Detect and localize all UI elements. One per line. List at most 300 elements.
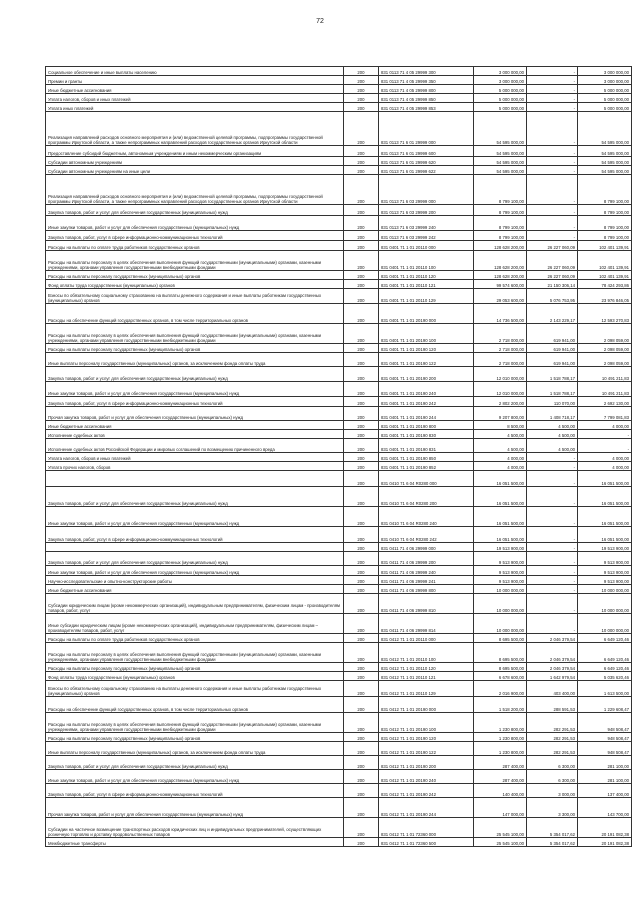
row-name-cell: Субсидии автономным учреждениям на иные цели [46, 166, 344, 175]
approved-amount-cell: 8 695 500,00 [474, 643, 527, 663]
executed-amount-cell: 6 300,00 [527, 770, 578, 784]
line-code-cell: 200 [344, 76, 379, 85]
executed-amount-cell: 1 408 718,17 [527, 407, 578, 421]
executed-amount-cell: - [527, 76, 578, 85]
approved-amount-cell: 8 695 500,00 [474, 663, 527, 672]
approved-amount-cell: 10 000 000,00 [474, 594, 527, 614]
approved-amount-cell: 54 595 000,00 [474, 112, 527, 146]
executed-amount-cell: 282 291,53 [527, 733, 578, 742]
row-name-cell: Расходы на выплаты персоналу в целях обеспечения выполнения функций государственными (муниципальными) органами, казенными учреждениями, органами управления государственными внебюджетными фондами [46, 251, 344, 271]
table-row [46, 421, 632, 430]
executed-amount-cell: - [527, 471, 578, 487]
row-name-cell [46, 471, 344, 487]
approved-amount-cell: 2 016 900,00 [474, 681, 527, 697]
approved-amount-cell: 19 513 900,00 [474, 543, 527, 552]
table-row [46, 367, 632, 382]
unexecuted-amount-cell: 2 098 059,00 [578, 344, 632, 353]
approved-amount-cell: 99 574 600,00 [474, 280, 527, 289]
budget-code-cell: 831 0401 71 1 01 20110 000 [379, 241, 474, 251]
line-code-cell: 200 [344, 543, 379, 552]
row-name-cell: Расходы на выплаты персоналу в целях обеспечения выполнения функций государственными (муниципальными) органами, казенными учреждениями, органами управления государственными внебюджетными фондами [46, 643, 344, 663]
executed-amount-cell: - [527, 157, 578, 166]
line-code-cell: 200 [344, 784, 379, 798]
table-row [46, 430, 632, 439]
table-row [46, 614, 632, 634]
executed-amount-cell: - [527, 566, 578, 576]
approved-amount-cell: 10 000 000,00 [474, 614, 527, 634]
executed-amount-cell: - [527, 146, 578, 157]
budget-code-cell: 831 0401 71 1 01 20190 240 [379, 382, 474, 397]
row-name-cell: Расходы на выплаты персоналу в целях обеспечения выполнения функций государственными (муниципальными) органами, казенными учреждениями, органами управления государственными внебюджетными фондами [46, 324, 344, 344]
budget-code-cell: 831 0401 71 1 01 20190 800 [379, 421, 474, 430]
budget-code-cell: 831 0113 71 6 01 29999 622 [379, 166, 474, 175]
executed-amount-cell: - [527, 527, 578, 543]
row-name-cell [46, 543, 344, 552]
unexecuted-amount-cell: 281 100,00 [578, 756, 632, 770]
table-row [46, 713, 632, 733]
line-code-cell: 200 [344, 681, 379, 697]
executed-amount-cell: 282 291,53 [527, 742, 578, 756]
line-code-cell: 200 [344, 663, 379, 672]
budget-code-cell: 831 0412 71 1 01 20190 000 [379, 697, 474, 713]
budget-code-cell: 831 0401 71 1 01 20190 100 [379, 324, 474, 344]
line-code-cell: 200 [344, 353, 379, 367]
approved-amount-cell: 8 799 100,00 [474, 216, 527, 231]
table-row [46, 462, 632, 471]
line-code-cell: 200 [344, 146, 379, 157]
line-code-cell: 200 [344, 585, 379, 594]
table-row [46, 216, 632, 231]
executed-amount-cell: 2 046 379,54 [527, 643, 578, 663]
unexecuted-amount-cell: 6 649 120,46 [578, 634, 632, 643]
line-code-cell: 200 [344, 552, 379, 566]
unexecuted-amount-cell: 20 191 082,38 [578, 838, 632, 847]
table-row [46, 103, 632, 112]
approved-amount-cell: 5 000 000,00 [474, 103, 527, 112]
approved-amount-cell: 8 695 500,00 [474, 634, 527, 643]
budget-code-cell: 831 0412 71 1 01 20190 122 [379, 742, 474, 756]
table-row [46, 280, 632, 289]
row-name-cell: Иные закупки товаров, работ и услуг для обеспечения государственных (муниципальных) нужд [46, 770, 344, 784]
budget-code-cell: 831 0410 71 6 04 R0280 242 [379, 527, 474, 543]
executed-amount-cell: 4 500,00 [527, 430, 578, 439]
approved-amount-cell: 16 051 500,00 [474, 471, 527, 487]
executed-amount-cell: 26 227 060,09 [527, 251, 578, 271]
approved-amount-cell: 8 799 100,00 [474, 231, 527, 241]
approved-amount-cell: 12 010 000,00 [474, 382, 527, 397]
line-code-cell: 200 [344, 487, 379, 507]
executed-amount-cell: - [527, 552, 578, 566]
row-name-cell: Иные бюджетные ассигнования [46, 85, 344, 94]
table-row [46, 241, 632, 251]
budget-code-cell: 831 0401 71 1 01 20110 100 [379, 251, 474, 271]
executed-amount-cell: - [527, 614, 578, 634]
approved-amount-cell: 16 051 500,00 [474, 527, 527, 543]
executed-amount-cell: 26 227 060,09 [527, 271, 578, 280]
table-row [46, 175, 632, 205]
table-row [46, 552, 632, 566]
row-name-cell: Субсидии автономным учреждениям [46, 157, 344, 166]
row-name-cell: Иные закупки товаров, работ и услуг для обеспечения государственных (муниципальных) нужд [46, 507, 344, 527]
approved-amount-cell: 16 051 500,00 [474, 487, 527, 507]
line-code-cell: 200 [344, 798, 379, 818]
row-name-cell: Закупка товаров, работ и услуг для обеспечения государственных (муниципальных) нужд [46, 552, 344, 566]
executed-amount-cell: 6 300,00 [527, 756, 578, 770]
row-name-cell: Уплата налогов, сборов и иных платежей [46, 94, 344, 103]
approved-amount-cell: 1 518 200,00 [474, 697, 527, 713]
budget-code-cell: 831 0113 71 6 03 29999 200 [379, 205, 474, 216]
line-code-cell: 200 [344, 304, 379, 324]
table-row [46, 407, 632, 421]
row-name-cell: Расходы на обеспечение функций государственных органов, в том числе территориальных органов [46, 697, 344, 713]
budget-code-cell: 831 0113 71 4 05 29999 350 [379, 76, 474, 85]
unexecuted-amount-cell: - [578, 439, 632, 453]
approved-amount-cell: 1 230 800,00 [474, 713, 527, 733]
table-row [46, 566, 632, 576]
table-row [46, 146, 632, 157]
row-name-cell: Фонд оплаты труда государственных (муниципальных) органов [46, 280, 344, 289]
row-name-cell: Межбюджетные трансферты [46, 838, 344, 847]
table-row [46, 439, 632, 453]
executed-amount-cell: - [527, 166, 578, 175]
budget-code-cell: 831 0412 71 1 01 20110 121 [379, 672, 474, 681]
table-row [46, 76, 632, 85]
line-code-cell: 200 [344, 713, 379, 733]
table-row [46, 304, 632, 324]
approved-amount-cell: 3 000 000,00 [474, 76, 527, 85]
approved-amount-cell: 287 400,00 [474, 770, 527, 784]
row-name-cell: Иные выплаты персоналу государственных (муниципальных) органов, за исключением фонда оплаты труда [46, 353, 344, 367]
unexecuted-amount-cell: 10 491 211,83 [578, 367, 632, 382]
row-name-cell: Научно-исследовательские и опытно-конструкторские работы [46, 576, 344, 585]
unexecuted-amount-cell: 948 508,47 [578, 742, 632, 756]
row-name-cell: Прочая закупка товаров, работ и услуг для обеспечения государственных (муниципальных) нужд [46, 798, 344, 818]
table-row [46, 271, 632, 280]
approved-amount-cell: 287 400,00 [474, 756, 527, 770]
line-code-cell: 200 [344, 471, 379, 487]
budget-code-cell: 831 0113 71 6 03 29999 240 [379, 216, 474, 231]
budget-code-cell: 831 0113 71 4 05 29999 300 [379, 67, 474, 76]
executed-amount-cell: - [527, 103, 578, 112]
budget-code-cell: 831 0411 71 4 06 29999 241 [379, 576, 474, 585]
unexecuted-amount-cell: 78 424 293,86 [578, 280, 632, 289]
executed-amount-cell: 4 500,00 [527, 439, 578, 453]
approved-amount-cell: 9 513 900,00 [474, 566, 527, 576]
row-name-cell: Закупка товаров, работ, услуг в сфере информационно-коммуникационных технологий [46, 527, 344, 543]
table-row [46, 733, 632, 742]
line-code-cell: 200 [344, 231, 379, 241]
unexecuted-amount-cell: 16 051 500,00 [578, 487, 632, 507]
budget-code-cell: 831 0411 71 4 06 29999 814 [379, 614, 474, 634]
budget-code-cell: 831 0401 71 1 01 20190 122 [379, 353, 474, 367]
row-name-cell: Уплата налогов, сборов и иных платежей [46, 453, 344, 462]
budget-code-cell: 831 0401 71 1 01 20190 120 [379, 344, 474, 353]
approved-amount-cell: 9 513 900,00 [474, 576, 527, 585]
unexecuted-amount-cell: 948 508,47 [578, 733, 632, 742]
executed-amount-cell: - [527, 585, 578, 594]
table-row [46, 681, 632, 697]
unexecuted-amount-cell: 1 613 500,00 [578, 681, 632, 697]
row-name-cell: Фонд оплаты труда государственных (муниципальных) органов [46, 672, 344, 681]
table-row [46, 585, 632, 594]
table-row [46, 643, 632, 663]
approved-amount-cell: 8 799 100,00 [474, 175, 527, 205]
row-name-cell: Иные субсидии юридическим лицам (кроме некоммерческих организаций), индивидуальным предпринимателям, физическим лицам – производителям товаров, работ, услуг [46, 614, 344, 634]
executed-amount-cell: 5 354 017,62 [527, 838, 578, 847]
unexecuted-amount-cell: 10 000 000,00 [578, 585, 632, 594]
budget-code-cell: 831 0113 71 4 05 29999 853 [379, 103, 474, 112]
row-name-cell: Закупка товаров, работ, услуг в сфере информационно-коммуникационных технологий [46, 397, 344, 407]
unexecuted-amount-cell: 6 649 120,46 [578, 643, 632, 663]
line-code-cell: 200 [344, 344, 379, 353]
unexecuted-amount-cell: 10 000 000,00 [578, 594, 632, 614]
executed-amount-cell: - [527, 576, 578, 585]
budget-code-cell: 831 0412 71 1 01 20190 240 [379, 770, 474, 784]
row-name-cell: Расходы на обеспечение функций государственных органов, в том числе территориальных органов [46, 304, 344, 324]
executed-amount-cell: - [527, 462, 578, 471]
approved-amount-cell: 8 500,00 [474, 421, 527, 430]
approved-amount-cell: 10 000 000,00 [474, 585, 527, 594]
unexecuted-amount-cell: 16 051 500,00 [578, 527, 632, 543]
executed-amount-cell: 4 500,00 [527, 421, 578, 430]
budget-code-cell: 831 0401 71 1 01 20190 244 [379, 407, 474, 421]
approved-amount-cell: 25 545 100,00 [474, 818, 527, 838]
budget-code-cell: 831 0401 71 1 01 20190 200 [379, 367, 474, 382]
table-row [46, 784, 632, 798]
row-name-cell: Премии и гранты [46, 76, 344, 85]
unexecuted-amount-cell: 54 595 000,00 [578, 146, 632, 157]
budget-code-cell: 831 0113 71 6 03 29999 242 [379, 231, 474, 241]
line-code-cell: 200 [344, 251, 379, 271]
table-row [46, 289, 632, 304]
row-name-cell: Расходы на выплаты персоналу государственных (муниципальных) органов [46, 271, 344, 280]
row-name-cell: Предоставление субсидий бюджетным, автономным учреждениям и иным некоммерческим организациям [46, 146, 344, 157]
approved-amount-cell: 4 500,00 [474, 439, 527, 453]
unexecuted-amount-cell: 3 000 000,00 [578, 76, 632, 85]
line-code-cell: 200 [344, 175, 379, 205]
approved-amount-cell: 2 718 000,00 [474, 324, 527, 344]
budget-code-cell: 831 0401 71 1 01 20190 242 [379, 397, 474, 407]
budget-code-cell: 831 0401 71 1 01 20190 831 [379, 439, 474, 453]
approved-amount-cell: 6 678 600,00 [474, 672, 527, 681]
row-name-cell: Закупка товаров, работ и услуг для обеспечения государственных (муниципальных) нужд [46, 487, 344, 507]
table-row [46, 324, 632, 344]
budget-code-cell: 831 0411 71 4 06 29999 200 [379, 552, 474, 566]
table-row [46, 157, 632, 166]
unexecuted-amount-cell: 1 229 608,47 [578, 697, 632, 713]
unexecuted-amount-cell: 7 799 081,83 [578, 407, 632, 421]
row-name-cell: Реализация направлений расходов основного мероприятия и (или) ведомственной целевой программы, подпрограммы государственной программы Иркутской области, а также непрограммных направлений расходов государственных органов Иркутской области [46, 112, 344, 146]
budget-code-cell: 831 0113 71 6 01 29999 620 [379, 157, 474, 166]
table-row [46, 487, 632, 507]
row-name-cell: Расходы на выплаты персоналу государственных (муниципальных) органов [46, 344, 344, 353]
table-row [46, 507, 632, 527]
executed-amount-cell: - [527, 175, 578, 205]
line-code-cell: 200 [344, 672, 379, 681]
line-code-cell: 200 [344, 770, 379, 784]
executed-amount-cell: 3 000,00 [527, 784, 578, 798]
executed-amount-cell: 1 518 788,17 [527, 367, 578, 382]
row-name-cell: Иные бюджетные ассигнования [46, 421, 344, 430]
table-row [46, 594, 632, 614]
unexecuted-amount-cell: 23 976 846,05 [578, 289, 632, 304]
approved-amount-cell: 4 000,00 [474, 453, 527, 462]
line-code-cell: 200 [344, 241, 379, 251]
approved-amount-cell: 54 595 000,00 [474, 157, 527, 166]
approved-amount-cell: 9 513 900,00 [474, 552, 527, 566]
line-code-cell: 200 [344, 324, 379, 344]
table-row [46, 85, 632, 94]
unexecuted-amount-cell: 281 100,00 [578, 770, 632, 784]
budget-code-cell: 831 0113 71 6 01 29999 000 [379, 112, 474, 146]
row-name-cell: Реализация направлений расходов основного мероприятия и (или) ведомственной целевой программы, подпрограммы государственной программы Иркутской области, а также непрограммных направлений расходов государственных органов Иркутской области [46, 175, 344, 205]
approved-amount-cell: 5 000 000,00 [474, 94, 527, 103]
executed-amount-cell: - [527, 507, 578, 527]
unexecuted-amount-cell: 2 692 130,00 [578, 397, 632, 407]
line-code-cell: 200 [344, 462, 379, 471]
executed-amount-cell: - [527, 594, 578, 614]
unexecuted-amount-cell: 54 595 000,00 [578, 166, 632, 175]
executed-amount-cell: - [527, 231, 578, 241]
unexecuted-amount-cell: 16 051 500,00 [578, 507, 632, 527]
approved-amount-cell: 54 595 000,00 [474, 166, 527, 175]
approved-amount-cell: 147 000,00 [474, 798, 527, 818]
unexecuted-amount-cell: 9 513 900,00 [578, 566, 632, 576]
line-code-cell: 200 [344, 205, 379, 216]
executed-amount-cell: - [527, 543, 578, 552]
row-name-cell: Иные закупки товаров, работ и услуг для обеспечения государственных (муниципальных) нужд [46, 382, 344, 397]
line-code-cell: 200 [344, 67, 379, 76]
approved-amount-cell: 4 500,00 [474, 430, 527, 439]
budget-code-cell: 831 0411 71 4 06 29999 000 [379, 543, 474, 552]
executed-amount-cell: - [527, 94, 578, 103]
budget-code-cell: 831 0412 71 1 01 20190 200 [379, 756, 474, 770]
unexecuted-amount-cell: 12 593 270,83 [578, 304, 632, 324]
row-name-cell: Расходы на выплаты по оплате труда работников государственных органов [46, 634, 344, 643]
unexecuted-amount-cell: 5 000 000,00 [578, 85, 632, 94]
line-code-cell: 200 [344, 527, 379, 543]
row-name-cell: Закупка товаров, работ, услуг в сфере информационно-коммуникационных технологий [46, 784, 344, 798]
row-name-cell: Прочая закупка товаров, работ и услуг для обеспечения государственных (муниципальных) нужд [46, 407, 344, 421]
budget-code-cell: 831 0113 71 4 05 29999 800 [379, 85, 474, 94]
unexecuted-amount-cell: 54 595 000,00 [578, 112, 632, 146]
budget-code-cell: 831 0401 71 1 01 20190 830 [379, 430, 474, 439]
line-code-cell: 200 [344, 85, 379, 94]
executed-amount-cell: 619 941,00 [527, 324, 578, 344]
table-row [46, 94, 632, 103]
table-row [46, 663, 632, 672]
line-code-cell: 200 [344, 643, 379, 663]
executed-amount-cell: 282 291,53 [527, 713, 578, 733]
unexecuted-amount-cell: 4 000,00 [578, 421, 632, 430]
row-name-cell: Социальное обеспечение и иные выплаты населению [46, 67, 344, 76]
unexecuted-amount-cell: 54 595 000,00 [578, 157, 632, 166]
line-code-cell: 200 [344, 103, 379, 112]
table-row [46, 742, 632, 756]
line-code-cell: 200 [344, 818, 379, 838]
approved-amount-cell: 2 718 000,00 [474, 344, 527, 353]
row-name-cell: Расходы на выплаты персоналу государственных (муниципальных) органов [46, 733, 344, 742]
line-code-cell: 200 [344, 634, 379, 643]
approved-amount-cell: 5 000 000,00 [474, 85, 527, 94]
table-row [46, 697, 632, 713]
executed-amount-cell: 26 227 060,09 [527, 241, 578, 251]
executed-amount-cell: 2 046 379,54 [527, 634, 578, 643]
row-name-cell: Субсидии на частичное возмещение транспортных расходов юридических лиц и индивидуальных предпринимателей, осуществляющих розничную торговлю и доставку продовольственных товаров [46, 818, 344, 838]
row-name-cell: Расходы на выплаты персоналу в целях обеспечения выполнения функций государственными (муниципальными) органами, казенными учреждениями, органами управления государственными внебюджетными фондами [46, 713, 344, 733]
row-name-cell: Иные бюджетные ассигнования [46, 585, 344, 594]
line-code-cell: 200 [344, 697, 379, 713]
budget-code-cell: 831 0113 71 6 01 29999 600 [379, 146, 474, 157]
row-name-cell: Расходы на выплаты по оплате труда работников государственных органов [46, 241, 344, 251]
budget-code-cell: 831 0412 71 1 01 20190 120 [379, 733, 474, 742]
line-code-cell: 200 [344, 453, 379, 462]
table-row [46, 672, 632, 681]
executed-amount-cell: - [527, 216, 578, 231]
line-code-cell: 200 [344, 271, 379, 280]
executed-amount-cell: 288 591,53 [527, 697, 578, 713]
unexecuted-amount-cell: 8 799 100,00 [578, 205, 632, 216]
unexecuted-amount-cell: 9 513 900,00 [578, 552, 632, 566]
executed-amount-cell: - [527, 85, 578, 94]
line-code-cell: 200 [344, 397, 379, 407]
approved-amount-cell: 1 230 800,00 [474, 742, 527, 756]
approved-amount-cell: 16 051 500,00 [474, 507, 527, 527]
line-code-cell: 200 [344, 280, 379, 289]
unexecuted-amount-cell: 4 000,00 [578, 462, 632, 471]
unexecuted-amount-cell: 10 491 211,83 [578, 382, 632, 397]
budget-code-cell: 831 0412 71 1 01 20110 100 [379, 643, 474, 663]
executed-amount-cell: 2 046 379,54 [527, 663, 578, 672]
budget-code-cell: 831 0412 71 1 01 20110 120 [379, 663, 474, 672]
table-row [46, 382, 632, 397]
executed-amount-cell: 2 143 229,17 [527, 304, 578, 324]
unexecuted-amount-cell: 20 191 082,38 [578, 818, 632, 838]
budget-code-cell: 831 0410 71 6 04 R0280 000 [379, 471, 474, 487]
row-name-cell: Закупка товаров, работ, услуг в сфере информационно-коммуникационных технологий [46, 231, 344, 241]
page-number: 72 [316, 18, 324, 25]
line-code-cell: 200 [344, 756, 379, 770]
executed-amount-cell: - [527, 67, 578, 76]
row-name-cell: Закупка товаров, работ и услуг для обеспечения государственных (муниципальных) нужд [46, 205, 344, 216]
unexecuted-amount-cell: 8 799 100,00 [578, 175, 632, 205]
budget-code-cell: 831 0113 71 4 05 29999 850 [379, 94, 474, 103]
table-row [46, 818, 632, 838]
row-name-cell: Взносы по обязательному социальному страхованию на выплаты денежного содержания и иные выплаты работникам государственных (муниципальных) органов [46, 289, 344, 304]
row-name-cell: Иные выплаты персоналу государственных (муниципальных) органов, за исключением фонда оплаты труда [46, 742, 344, 756]
approved-amount-cell: 140 400,00 [474, 784, 527, 798]
unexecuted-amount-cell: 2 098 059,00 [578, 324, 632, 344]
approved-amount-cell: 8 799 100,00 [474, 205, 527, 216]
row-name-cell: Уплата иных платежей [46, 103, 344, 112]
budget-code-cell: 831 0412 71 1 01 72360 000 [379, 818, 474, 838]
budget-code-cell: 831 0401 71 1 01 20110 120 [379, 271, 474, 280]
approved-amount-cell: 3 000 000,00 [474, 67, 527, 76]
unexecuted-amount-cell: 16 051 500,00 [578, 471, 632, 487]
unexecuted-amount-cell: 948 508,47 [578, 713, 632, 733]
table-row [46, 543, 632, 552]
budget-code-cell: 831 0410 71 6 04 R0280 200 [379, 487, 474, 507]
executed-amount-cell: - [527, 487, 578, 507]
budget-code-cell: 831 0412 71 1 01 20190 100 [379, 713, 474, 733]
executed-amount-cell: 5 354 017,62 [527, 818, 578, 838]
table-row [46, 112, 632, 146]
approved-amount-cell: 128 628 200,00 [474, 271, 527, 280]
row-name-cell: Иные закупки товаров, работ и услуг для обеспечения государственных (муниципальных) нужд [46, 566, 344, 576]
budget-code-cell: 831 0401 71 1 01 20110 121 [379, 280, 474, 289]
approved-amount-cell: 9 207 800,00 [474, 407, 527, 421]
line-code-cell: 200 [344, 166, 379, 175]
